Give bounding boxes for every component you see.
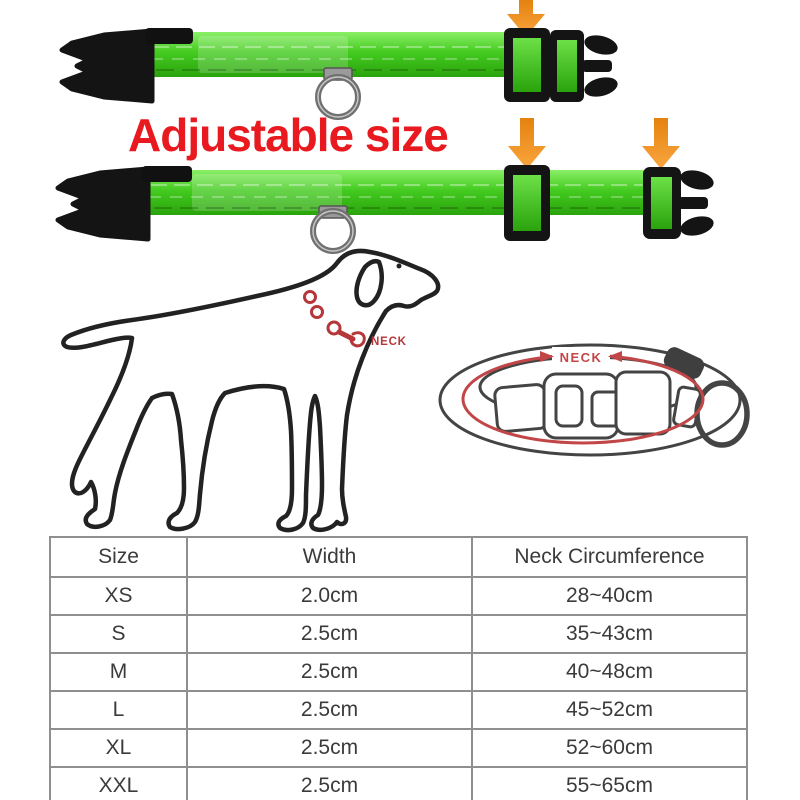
cell-neck: 52~60cm <box>472 729 747 767</box>
strap-keeper <box>142 166 192 182</box>
table-row <box>50 691 747 729</box>
d-ring-icon <box>313 206 353 251</box>
table-row <box>50 767 747 800</box>
table-row <box>50 729 747 767</box>
page-title: Adjustable size <box>128 109 448 161</box>
collar-photo-long <box>58 165 716 251</box>
cell-size: L <box>50 691 187 729</box>
dog-ear <box>356 261 381 305</box>
dog-neck-label: NECK <box>371 336 407 348</box>
cell-size: S <box>50 615 187 653</box>
d-ring-icon <box>697 383 747 445</box>
cell-neck: 55~65cm <box>472 767 747 800</box>
down-arrow-icon <box>642 118 680 169</box>
buckle-female <box>62 31 152 101</box>
collar-buckle <box>494 372 670 438</box>
col-header-size: Size <box>50 537 187 577</box>
buckle-female <box>58 169 148 239</box>
dog-line-drawing <box>63 251 438 530</box>
table-row <box>50 577 747 615</box>
dog-neck-marker <box>305 292 365 346</box>
dog-outline <box>63 251 438 530</box>
cell-width: 2.5cm <box>187 615 472 653</box>
cell-size: M <box>50 653 187 691</box>
table-row <box>50 615 747 653</box>
tri-glide-adjuster <box>504 165 550 241</box>
down-arrow-icon <box>508 118 546 169</box>
collar-photo-short <box>62 28 620 117</box>
cell-neck: 35~43cm <box>472 615 747 653</box>
cell-size: XS <box>50 577 187 615</box>
arrow-left-icon <box>608 351 622 362</box>
cell-neck: 28~40cm <box>472 577 747 615</box>
cell-size: XXL <box>50 767 187 800</box>
col-header-width: Width <box>187 537 472 577</box>
table-header-row <box>50 537 747 577</box>
cell-width: 2.5cm <box>187 691 472 729</box>
buckle-male <box>550 30 620 102</box>
cell-size: XL <box>50 729 187 767</box>
cell-width: 2.5cm <box>187 729 472 767</box>
size-chart-table <box>49 536 748 800</box>
cell-width: 2.5cm <box>187 653 472 691</box>
cell-neck: 40~48cm <box>472 653 747 691</box>
cell-width: 2.0cm <box>187 577 472 615</box>
tri-glide-adjuster <box>504 28 550 102</box>
dog-eye <box>397 264 402 269</box>
table-row <box>50 653 747 691</box>
collar-neck-label: NECK <box>559 350 603 365</box>
cell-neck: 45~52cm <box>472 691 747 729</box>
strap-keeper <box>145 28 193 44</box>
cell-width: 2.5cm <box>187 767 472 800</box>
col-header-neck: Neck Circumference <box>472 537 747 577</box>
buckle-male <box>643 167 716 239</box>
